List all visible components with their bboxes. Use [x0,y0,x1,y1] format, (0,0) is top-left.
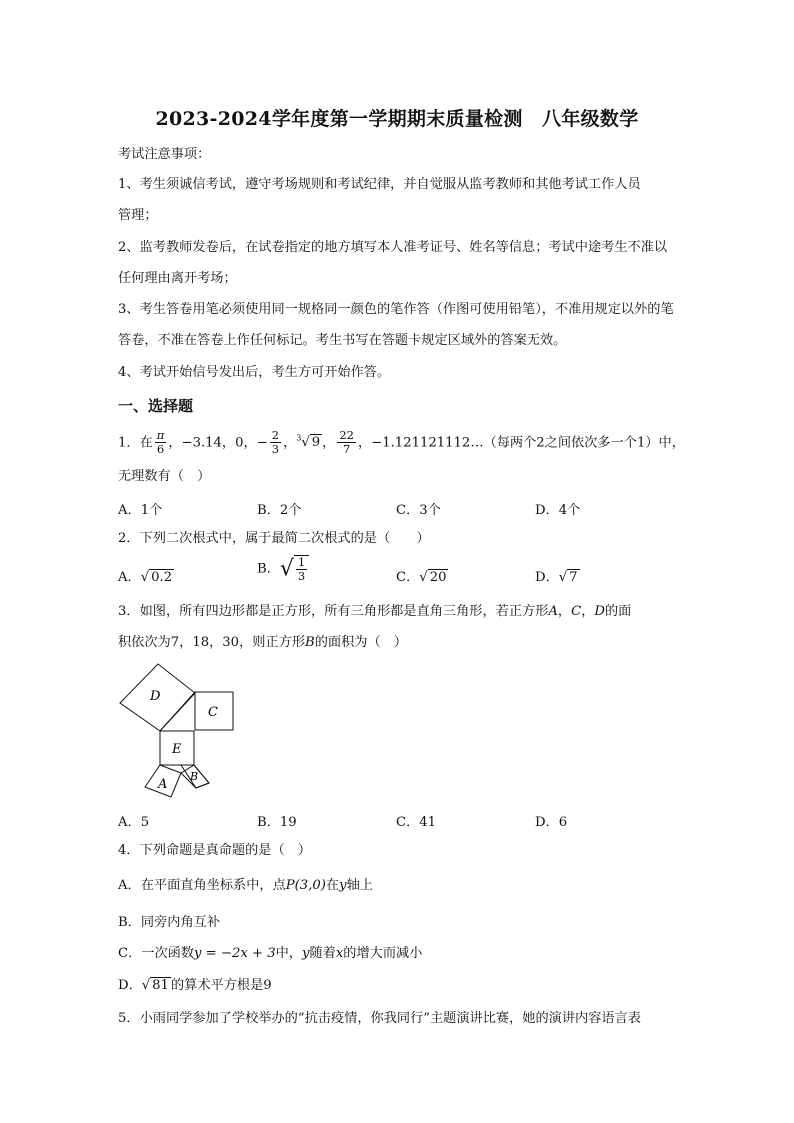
q2-option-a[interactable]: A．√ 0.2 [118,570,173,585]
q4-option-a[interactable]: A．在平面直角坐标系中，点P(3,0)在y轴上 [118,878,373,893]
figure-label-d: D [150,689,161,704]
q3-option-d[interactable]: D．6 [535,815,568,830]
question-3-stem-cont: 积依次为7，18，30，则正方形B的面积为（ ） [118,635,408,650]
question-3-stem: 3．如图，所有四边形都是正方形，所有三角形都是直角三角形，若正方形A，C，D的面 [118,604,632,619]
question-1-stem: 1．在 $\frac{\pi}{6}$ ，−3.14，0，− $\frac{2}{3}$ ，$^3$√ 9 ， $\frac{22}{7}$ ，−1.121121112…（每两个2之间依次多一个1）中， [118,428,685,457]
question-4-stem: 4．下列命题是真命题的是（ ） [118,843,312,858]
q4-option-b[interactable]: B．同旁内角互补 [118,915,221,930]
fraction-22-over-7: $\frac{22}{7}$ [339,428,354,457]
q1-option-b[interactable]: B．2个 [257,503,302,518]
notice-rule-1-cont: 管理； [118,208,158,223]
notice-heading: 考试注意事项： [118,147,211,162]
fraction-pi-over-6: $\frac{\pi}{6}$ [156,428,165,457]
notice-rule-3-cont: 答卷，不准在答卷上作任何标记。考生书写在答题卡规定区域外的答案无效。 [118,333,567,348]
q2-option-d[interactable]: D．√ 7 [535,570,578,585]
q1-prefix: 1．在 [118,435,153,451]
q3-option-b[interactable]: B．19 [257,815,297,830]
figure-label-b: B [190,770,199,783]
notice-rule-3: 3、考生答卷用笔必须使用同一规格同一颜色的笔作答（作图可使用铅笔），不准用规定以外的笔 [118,302,674,317]
triangle-de-hypotenuse [160,692,195,731]
q3-option-c[interactable]: C．41 [396,815,437,830]
figure-label-a: A [158,777,168,792]
squares-figure [115,660,245,800]
q4-option-c[interactable]: C．一次函数y = −2x + 3中，y随着x的增大而减小 [118,946,423,961]
question-5-stem: 5．小雨同学参加了学校举办的“抗击疫情，你我同行”主题演讲比赛，她的演讲内容语言表 [118,1011,641,1026]
q1-option-d[interactable]: D．4个 [535,503,581,518]
cube-root-9: $^3$√ 9 [296,434,321,451]
exam-title: 2023-2024学年度第一学期期末质量检测 八年级数学 [155,108,639,130]
question-1-stem-cont: 无理数有（ ） [118,469,211,484]
q3-option-a[interactable]: A．5 [118,815,150,830]
q4-option-d[interactable]: D．√ 81 的算术平方根是9 [118,978,272,993]
notice-rule-1: 1、考生须诚信考试，遵守考场规则和考试纪律，并自觉服从监考教师和其他考试工作人员 [118,177,641,192]
q2-option-c[interactable]: C．√ 20 [396,570,447,585]
notice-rule-4: 4、考试开始信号发出后，考生方可开始作答。 [118,365,391,380]
section-title-choice: 一、选择题 [118,397,194,415]
q2-option-b[interactable]: B．√ $\frac{1}{3}$ [257,555,311,583]
notice-rule-2-cont: 任何理由离开考场； [118,271,237,286]
figure-label-c: C [208,705,218,720]
question-2-stem: 2．下列二次根式中，属于最简二次根式的是（ ） [118,531,430,546]
fraction-2-over-3: $\frac{2}{3}$ [271,428,280,457]
q1-option-c[interactable]: C．3个 [396,503,441,518]
q1-option-a[interactable]: A．1个 [118,503,163,518]
figure-label-e: E [172,742,182,757]
notice-rule-2: 2、监考教师发卷后，在试卷指定的地方填写本人准考证号、姓名等信息；考试中途考生不准以 [118,240,668,255]
